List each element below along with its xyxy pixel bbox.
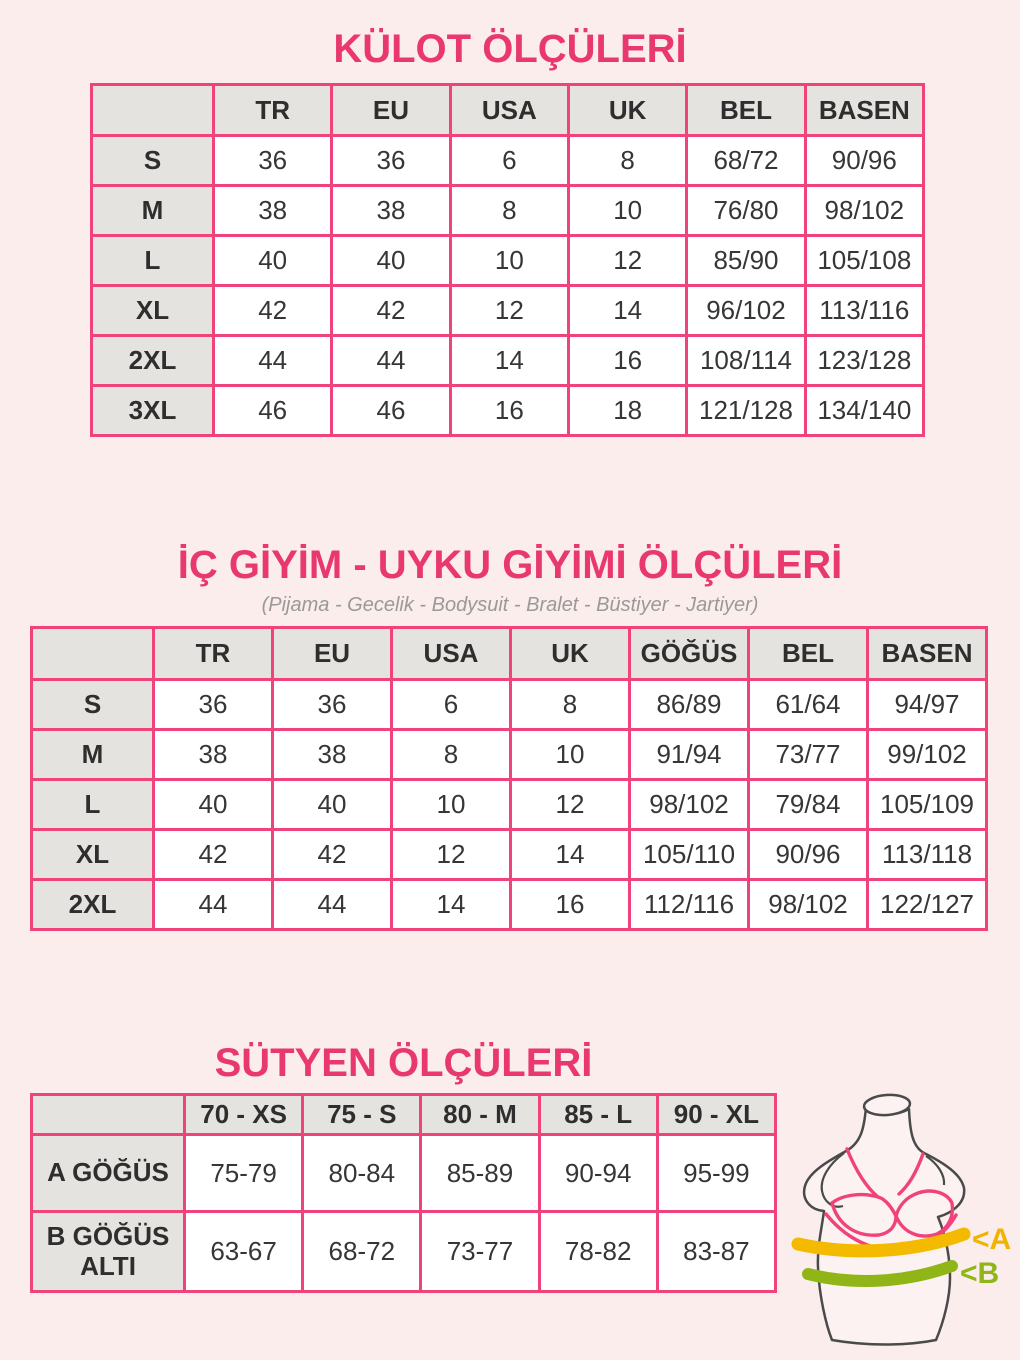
corner-cell	[32, 1095, 185, 1135]
table-cell: 94/97	[868, 680, 987, 730]
column-header: 70 - XS	[185, 1095, 303, 1135]
table-cell: 95-99	[657, 1135, 775, 1212]
column-header: USA	[392, 628, 511, 680]
column-header: EU	[332, 85, 450, 136]
table-cell: 14	[568, 286, 686, 336]
row-label: S	[32, 680, 154, 730]
table-cell: 121/128	[687, 386, 805, 436]
table-cell: 68/72	[687, 136, 805, 186]
column-header: EU	[273, 628, 392, 680]
table-cell: 10	[450, 236, 568, 286]
table-cell: 134/140	[805, 386, 923, 436]
row-label: M	[92, 186, 214, 236]
row-label: XL	[32, 830, 154, 880]
table-row	[32, 680, 987, 730]
table-cell: 98/102	[630, 780, 749, 830]
table-cell: 6	[392, 680, 511, 730]
table-cell: 99/102	[868, 730, 987, 780]
table-cell: 38	[332, 186, 450, 236]
table-cell: 44	[154, 880, 273, 930]
table-cell: 90/96	[805, 136, 923, 186]
table-cell: 10	[568, 186, 686, 236]
row-label: L	[32, 780, 154, 830]
table-row	[32, 1212, 776, 1292]
table-cell: 61/64	[749, 680, 868, 730]
corner-cell	[92, 85, 214, 136]
table-row	[32, 880, 987, 930]
table-cell: 46	[214, 386, 332, 436]
table-cell: 68-72	[303, 1212, 421, 1292]
table-cell: 75-79	[185, 1135, 303, 1212]
corner-cell	[32, 628, 154, 680]
icgiyim-size-table	[30, 626, 988, 931]
icgiyim-section-subtitle: (Pijama - Gecelik - Bodysuit - Bralet - Büstiyer - Jartiyer)	[261, 594, 759, 616]
table-cell: 40	[273, 780, 392, 830]
table-cell: 38	[154, 730, 273, 780]
sutyen-size-table	[30, 1093, 777, 1293]
kulot-section-title: KÜLOT ÖLÇÜLERİ	[333, 27, 687, 71]
table-cell: 14	[392, 880, 511, 930]
table-cell: 44	[332, 336, 450, 386]
kulot-size-table	[90, 83, 925, 437]
table-cell: 14	[511, 830, 630, 880]
column-header: 85 - L	[539, 1095, 657, 1135]
table-cell: 73-77	[421, 1212, 539, 1292]
table-cell: 36	[273, 680, 392, 730]
table-row	[92, 386, 924, 436]
table-cell: 105/108	[805, 236, 923, 286]
table-cell: 113/118	[868, 830, 987, 880]
table-cell: 78-82	[539, 1212, 657, 1292]
row-label: M	[32, 730, 154, 780]
table-cell: 63-67	[185, 1212, 303, 1292]
table-cell: 80-84	[303, 1135, 421, 1212]
table-cell: 90/96	[749, 830, 868, 880]
table-cell: 83-87	[657, 1212, 775, 1292]
table-cell: 44	[273, 880, 392, 930]
table-cell: 6	[450, 136, 568, 186]
header-row	[32, 628, 987, 680]
table-cell: 79/84	[749, 780, 868, 830]
column-header: BASEN	[805, 85, 923, 136]
table-row	[32, 780, 987, 830]
table-cell: 10	[511, 730, 630, 780]
table-row	[32, 1135, 776, 1212]
table-cell: 36	[214, 136, 332, 186]
table-cell: 10	[392, 780, 511, 830]
column-header: TR	[154, 628, 273, 680]
header-row	[92, 85, 924, 136]
table-cell: 85-89	[421, 1135, 539, 1212]
table-cell: 91/94	[630, 730, 749, 780]
sutyen-section-title: SÜTYEN ÖLÇÜLERİ	[214, 1041, 593, 1085]
table-cell: 96/102	[687, 286, 805, 336]
table-cell: 12	[511, 780, 630, 830]
table-row	[92, 286, 924, 336]
measure-label-a: <A	[972, 1223, 1012, 1256]
table-cell: 16	[511, 880, 630, 930]
column-header: BASEN	[868, 628, 987, 680]
header-row	[32, 1095, 776, 1135]
column-header: BEL	[749, 628, 868, 680]
table-cell: 105/109	[868, 780, 987, 830]
column-header: BEL	[687, 85, 805, 136]
table-cell: 40	[154, 780, 273, 830]
row-label: 2XL	[92, 336, 214, 386]
table-cell: 42	[214, 286, 332, 336]
table-cell: 18	[568, 386, 686, 436]
table-cell: 108/114	[687, 336, 805, 386]
table-cell: 14	[450, 336, 568, 386]
row-label: XL	[92, 286, 214, 336]
sutyen-section-body	[30, 1093, 1020, 1293]
table-cell: 8	[450, 186, 568, 236]
table-cell: 113/116	[805, 286, 923, 336]
table-cell: 42	[273, 830, 392, 880]
table-cell: 46	[332, 386, 450, 436]
table-cell: 86/89	[630, 680, 749, 730]
table-cell: 85/90	[687, 236, 805, 286]
table-cell: 98/102	[805, 186, 923, 236]
column-header: 90 - XL	[657, 1095, 775, 1135]
table-cell: 42	[332, 286, 450, 336]
table-cell: 123/128	[805, 336, 923, 386]
table-cell: 76/80	[687, 186, 805, 236]
table-cell: 8	[568, 136, 686, 186]
row-label: S	[92, 136, 214, 186]
table-cell: 36	[154, 680, 273, 730]
table-cell: 36	[332, 136, 450, 186]
table-row	[92, 336, 924, 386]
table-row	[32, 830, 987, 880]
measure-label-b: <B	[960, 1257, 1000, 1290]
bra-measurement-mannequin-diagram	[786, 1083, 1018, 1349]
row-label: B GÖĞÜS ALTI	[32, 1212, 185, 1292]
table-cell: 16	[568, 336, 686, 386]
column-header: TR	[214, 85, 332, 136]
table-cell: 38	[273, 730, 392, 780]
table-cell: 16	[450, 386, 568, 436]
table-cell: 8	[392, 730, 511, 780]
column-header: UK	[511, 628, 630, 680]
row-label: 3XL	[92, 386, 214, 436]
column-header: 75 - S	[303, 1095, 421, 1135]
icgiyim-section-title: İÇ GİYİM - UYKU GİYİMİ ÖLÇÜLERİ	[177, 543, 843, 587]
row-label: 2XL	[32, 880, 154, 930]
table-cell: 90-94	[539, 1135, 657, 1212]
row-label: L	[92, 236, 214, 286]
table-cell: 73/77	[749, 730, 868, 780]
table-cell: 8	[511, 680, 630, 730]
row-label: A GÖĞÜS	[32, 1135, 185, 1212]
table-cell: 112/116	[630, 880, 749, 930]
table-cell: 40	[214, 236, 332, 286]
table-row	[92, 136, 924, 186]
table-cell: 44	[214, 336, 332, 386]
table-cell: 12	[450, 286, 568, 336]
table-cell: 105/110	[630, 830, 749, 880]
table-cell: 38	[214, 186, 332, 236]
column-header: 80 - M	[421, 1095, 539, 1135]
table-cell: 42	[154, 830, 273, 880]
column-header: UK	[568, 85, 686, 136]
table-cell: 12	[568, 236, 686, 286]
table-cell: 122/127	[868, 880, 987, 930]
column-header: GÖĞÜS	[630, 628, 749, 680]
column-header: USA	[450, 85, 568, 136]
table-cell: 12	[392, 830, 511, 880]
table-cell: 98/102	[749, 880, 868, 930]
table-row	[92, 236, 924, 286]
table-row	[32, 730, 987, 780]
table-cell: 40	[332, 236, 450, 286]
table-row	[92, 186, 924, 236]
